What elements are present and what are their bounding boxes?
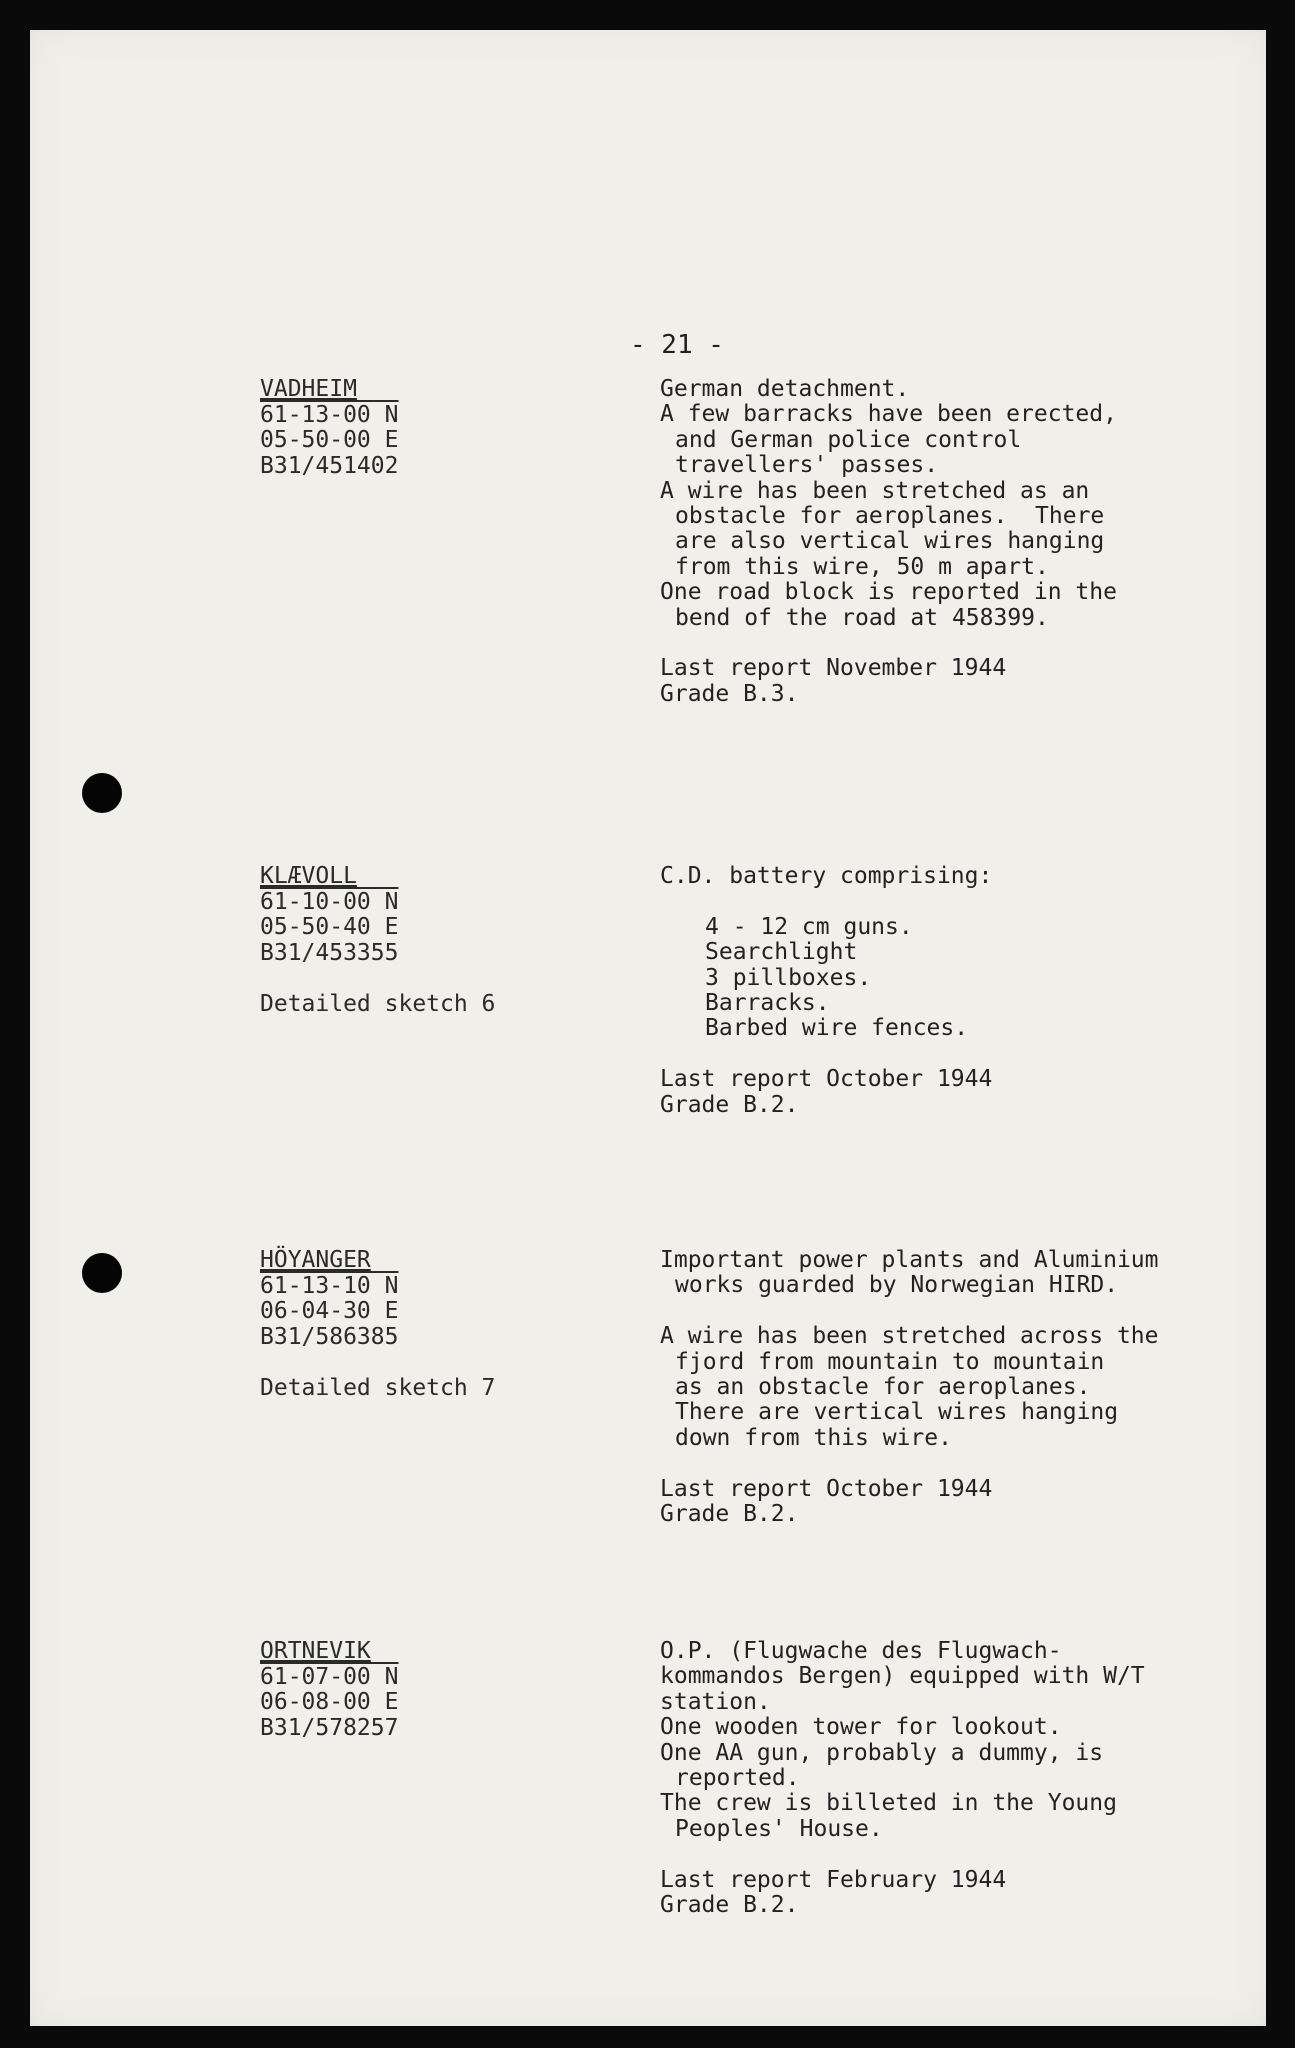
location-name: VADHEIM [260,376,357,402]
detailed-sketch-reference: Detailed sketch 7 [260,1374,496,1401]
grade: Grade B.2. [660,1501,799,1528]
longitude: 05-50-40 E [260,914,399,941]
grade: Grade B.3. [660,680,799,707]
description-line: station. [660,1688,771,1715]
location-name: ORTNEVIK [260,1638,371,1664]
description-line: A few barracks have been erected, [660,401,1117,428]
entry-location [260,1248,495,1402]
description-line: One wooden tower for lookout. [660,1714,1062,1741]
last-report: Last report October 1944 [660,1475,993,1502]
description-line: A wire has been stretched as an [660,477,1090,504]
entry-location [260,864,495,1018]
longitude: 06-04-30 E [260,1298,399,1325]
description-line: as an obstacle for aeroplanes. [675,1374,1091,1401]
latitude: 61-13-00 N [260,401,399,428]
location-name: KLÆVOLL [260,863,357,889]
entry-location [260,377,398,479]
description-line: are also vertical wires hanging [675,528,1105,555]
description-line: down from this wire. [675,1424,952,1451]
entry-description [660,1639,1145,1918]
description-line: C.D. battery comprising: [660,863,993,889]
blank-line [660,631,1117,656]
grade: Grade B.2. [660,1892,799,1919]
punch-hole-lower [82,1253,122,1293]
latitude: 61-13-10 N [260,1272,399,1299]
description-line: 4 - 12 cm guns. [705,913,913,940]
description-line: kommandos Bergen) equipped with W/T [660,1663,1145,1690]
description-line: obstacle for aeroplanes. There [675,503,1105,530]
description-line: German detachment. [660,376,910,402]
description-line: bend of the road at 458399. [675,604,1049,631]
description-line: Barracks. [705,990,830,1017]
entry-location [260,1639,398,1741]
entry-description [660,377,1117,707]
description-line: One road block is reported in the [660,579,1117,606]
description-line: from this wire, 50 m apart. [675,553,1049,580]
grid-reference: B31/578257 [260,1714,399,1741]
longitude: 05-50-00 E [260,427,399,454]
grid-reference: B31/453355 [260,939,399,966]
punch-hole-upper [82,773,122,813]
last-report: Last report November 1944 [660,655,1007,682]
last-report: Last report February 1944 [660,1866,1007,1893]
blank-line [660,1042,992,1067]
description-line: 3 pillboxes. [705,964,872,991]
description-line: Barbed wire fences. [705,1015,969,1042]
description-line: reported. [675,1765,800,1792]
entry-description [660,864,992,1118]
description-line: and German police control [675,426,1022,453]
description-line: Peoples' House. [675,1815,883,1842]
blank-line [660,1451,1159,1476]
description-line: One AA gun, probably a dummy, is [660,1739,1104,1766]
grid-reference: B31/451402 [260,452,399,479]
grade: Grade B.2. [660,1091,799,1118]
document-page [30,30,1266,2026]
last-report: Last report October 1944 [660,1066,993,1093]
latitude: 61-10-00 N [260,888,399,915]
latitude: 61-07-00 N [260,1663,399,1690]
longitude: 06-08-00 E [260,1689,399,1716]
blank-line [660,1299,1159,1324]
description-line: Important power plants and Aluminium [660,1247,1159,1273]
description-line: works guarded by Norwegian HIRD. [675,1272,1119,1299]
description-line: fjord from mountain to mountain [675,1348,1105,1375]
description-line: A wire has been stretched across the [660,1323,1159,1350]
grid-reference: B31/586385 [260,1323,399,1350]
description-line: travellers' passes. [675,452,939,479]
blank-line [660,889,992,914]
description-line: O.P. (Flugwache des Flugwach- [660,1638,1062,1664]
detailed-sketch-reference: Detailed sketch 6 [260,990,496,1017]
description-line: There are vertical wires hanging [675,1399,1119,1426]
blank-line [660,1842,1145,1867]
entry-description [660,1248,1159,1527]
page-number: - 21 - [630,330,724,360]
location-name: HÖYANGER [260,1247,371,1273]
description-line: Searchlight [705,939,858,966]
description-line: The crew is billeted in the Young [660,1790,1117,1817]
